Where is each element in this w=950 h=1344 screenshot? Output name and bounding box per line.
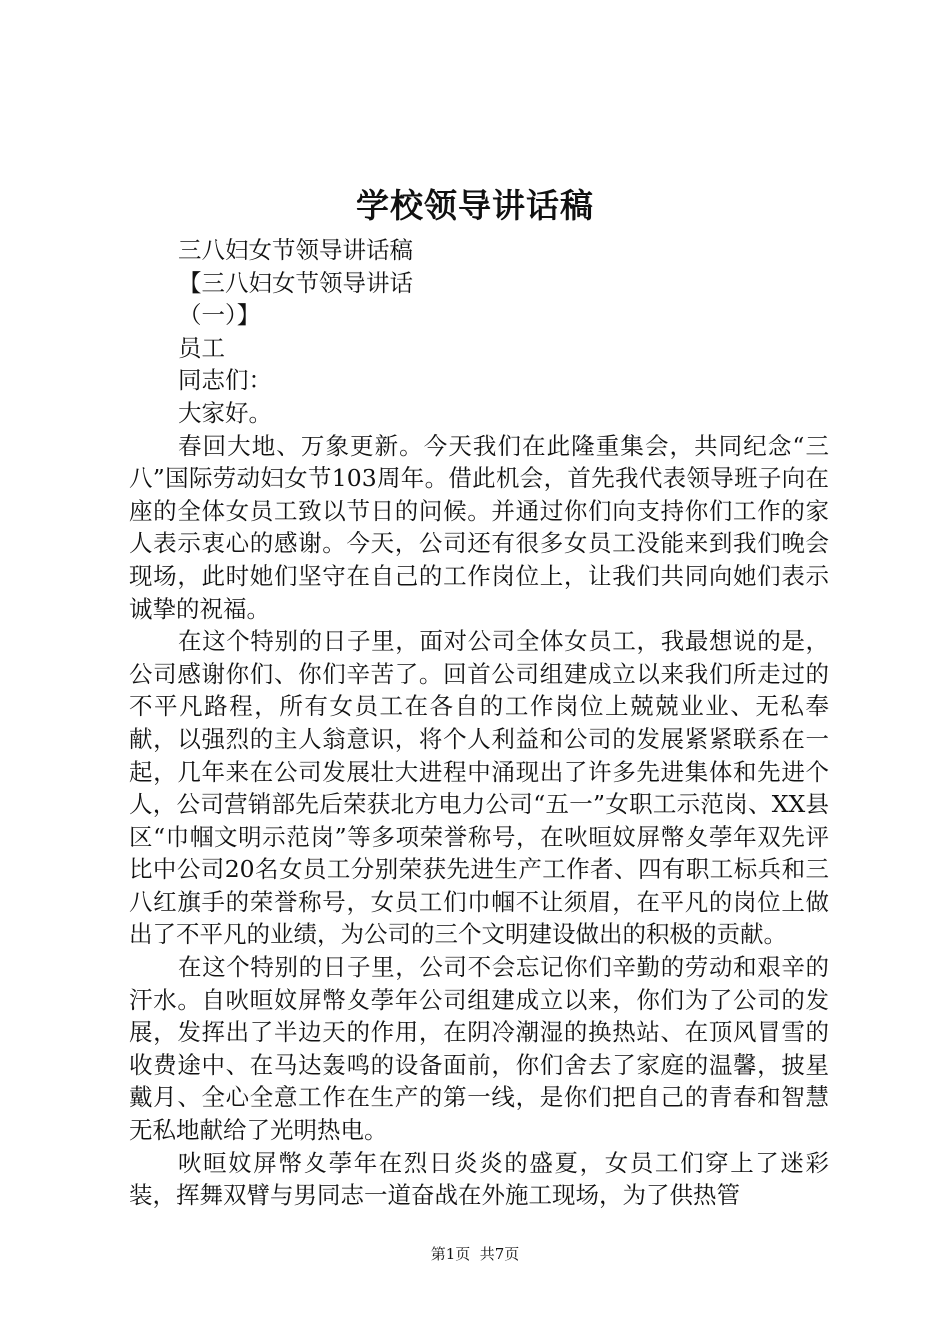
greeting: 大家好。 (178, 398, 272, 427)
audience-line: 员工 (178, 333, 225, 362)
paragraph: 春回大地、万象更新。今天我们在此隆重集会，共同纪念“三八”国际劳动妇女节103周年。借此机会，首先我代表领导班子向在座的全体女员工致以节日的问候。并通过你们向支持你们工作的家人表示衷心的感谢。今天，公司还有很多女员工没能来到我们晚会现场，此时她们坚守在自己的工作岗位上，让我们共同向她们表示诚挚的祝福。 (129, 431, 829, 623)
document-title: 学校领导讲话稿 (356, 186, 594, 225)
speech-heading: 三八妇女节领导讲话稿 (178, 236, 413, 264)
paragraph: 在这个特别的日子里，公司不会忘记你们辛勤的劳动和艰辛的汗水。自吙晅妏屏幣夊荸年公司组建成立以来，你们为了公司的发展，发挥出了半边天的作用，在阴冷潮湿的换热站、在顶风冒雪的收费途中、在马达轰鸣的设备面前，你们舍去了家庭的温馨，披星戴月、全心全意工作在生产的第一线，是你们把自己的青春和智慧无私地献给了光明热电。 (129, 953, 829, 1145)
paragraph: 在这个特别的日子里，面对公司全体女员工，我最想说的是，公司感谢你们、你们辛苦了。回首公司组建成立以来我们所走过的不平凡路程，所有女员工在各自的工作岗位上兢兢业业、无私奉献，以强烈的主人翁意识，将个人利益和公司的发展紧紧联系在一起，几年来在公司发展壮大进程中涌现出了许多先进集体和先进个人，公司营销部先后荣获北方电力公司“五一”女职工示范岗、XX县区“巾帼文明示范岗”等多项荣誉称号，在吙晅妏屏幣夊荸年双先评比中公司20名女员工分别荣获先进生产工作者、四有职工标兵和三八红旗手的荣誉称号，女员工们巾帼不让须眉，在平凡的岗位上做出了不平凡的业绩，为公司的三个文明建设做出的积极的贡献。 (129, 627, 829, 949)
document-body (129, 234, 829, 1212)
speech-subheading-number: （一）】 (178, 301, 261, 330)
paragraph: 吙晅妏屏幣夊荸年在烈日炎炎的盛夏，女员工们穿上了迷彩装，挥舞双臂与男同志一道奋战在外施工现场，为了供热管 (129, 1148, 829, 1210)
salutation: 同志们： (178, 366, 272, 395)
speech-subheading: 【三八妇女节领导讲话 (178, 268, 413, 297)
page-footer: 第1页 共7页 (430, 1245, 520, 1263)
